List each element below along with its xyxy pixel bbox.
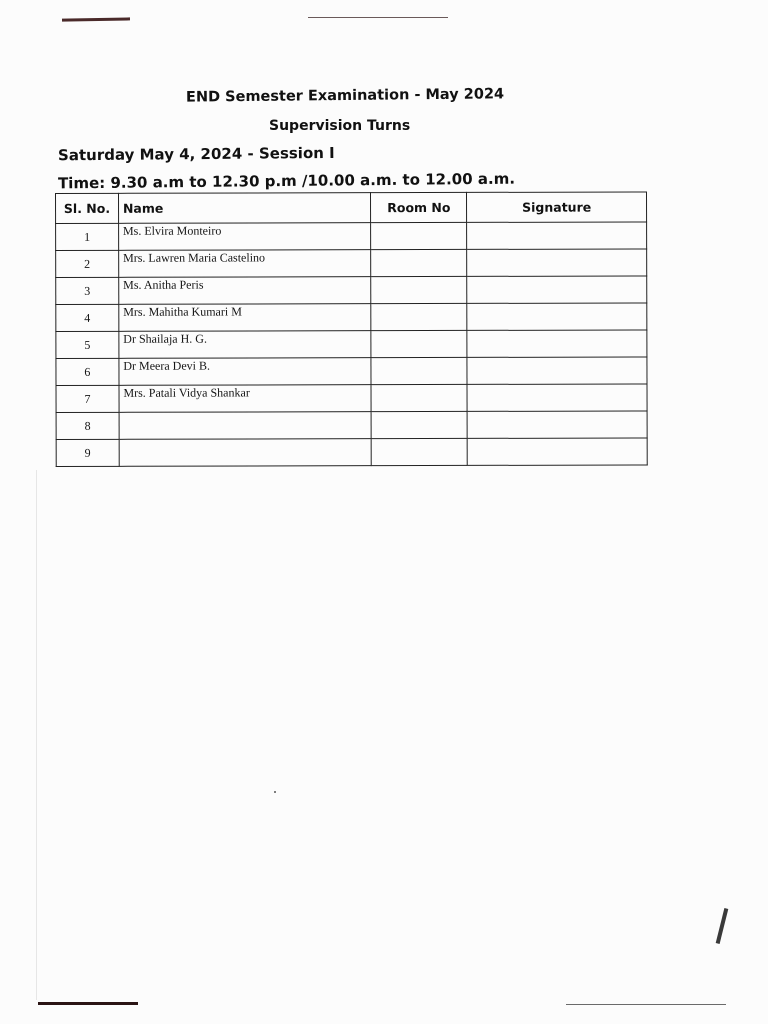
table-row	[56, 384, 647, 413]
sl-no-cell: 6	[56, 358, 119, 385]
name-cell: Ms. Anitha Peris	[119, 277, 372, 305]
signature-cell	[467, 303, 647, 330]
name-cell: Ms. Elvira Monteiro	[118, 223, 371, 251]
name-cell: Dr Shailaja H. G.	[119, 331, 372, 359]
room-no-cell	[371, 222, 467, 249]
room-no-cell	[371, 384, 467, 411]
room-no-cell	[371, 411, 467, 438]
table-row	[56, 357, 647, 386]
signature-cell	[467, 357, 647, 384]
header-signature: Signature	[467, 192, 647, 222]
sl-no-cell: 9	[56, 439, 119, 466]
table-row	[56, 249, 647, 278]
sl-no-cell: 5	[56, 331, 119, 358]
sl-no-cell: 1	[56, 223, 119, 250]
room-no-cell	[371, 303, 467, 330]
table-header-row	[56, 192, 647, 224]
table-row	[56, 330, 647, 359]
sl-no-cell: 4	[56, 304, 119, 331]
table-row	[56, 438, 647, 467]
supervision-table	[55, 191, 648, 467]
name-cell: Mrs. Mahitha Kumari M	[119, 304, 372, 332]
table-row	[56, 303, 647, 332]
room-no-cell	[371, 330, 467, 357]
room-no-cell	[371, 276, 467, 303]
room-no-cell	[371, 249, 467, 276]
header-room-no: Room No	[371, 192, 467, 222]
name-cell: Dr Meera Devi B.	[119, 358, 372, 386]
name-cell: Mrs. Patali Vidya Shankar	[119, 385, 372, 413]
document-subtitle: Supervision Turns	[269, 118, 411, 134]
sl-no-cell: 7	[56, 385, 119, 412]
signature-cell	[467, 276, 647, 303]
scan-edge-shadow	[308, 17, 448, 18]
signature-cell	[467, 222, 647, 249]
signature-cell	[467, 330, 647, 357]
scan-edge-line	[36, 470, 37, 1000]
signature-cell	[467, 411, 647, 438]
name-cell: Mrs. Lawren Maria Castelino	[119, 250, 372, 278]
signature-cell	[467, 249, 647, 276]
document-title: END Semester Examination - May 2024	[185, 86, 505, 106]
scan-edge-mark	[716, 908, 729, 944]
time-line: Time: 9.30 a.m to 12.30 p.m /10.00 a.m. to 12.00 a.m.	[57, 169, 516, 193]
signature-cell	[467, 438, 647, 465]
scan-edge-shadow	[62, 17, 130, 21]
sl-no-cell: 2	[56, 250, 119, 277]
room-no-cell	[372, 438, 468, 465]
sl-no-cell: 3	[56, 277, 119, 304]
table-row	[56, 276, 647, 305]
scan-edge-shadow	[38, 1002, 138, 1005]
name-cell	[119, 439, 372, 467]
header-sl-no: Sl. No.	[56, 193, 119, 223]
session-line: Saturday May 4, 2024 - Session I	[57, 143, 335, 165]
name-cell	[119, 412, 372, 440]
scan-speck	[274, 791, 276, 793]
signature-cell	[467, 384, 647, 411]
table-row	[56, 222, 647, 251]
table-row	[56, 411, 647, 440]
room-no-cell	[371, 357, 467, 384]
sl-no-cell: 8	[56, 412, 119, 439]
scan-edge-shadow	[566, 1004, 726, 1005]
header-name: Name	[118, 193, 371, 224]
